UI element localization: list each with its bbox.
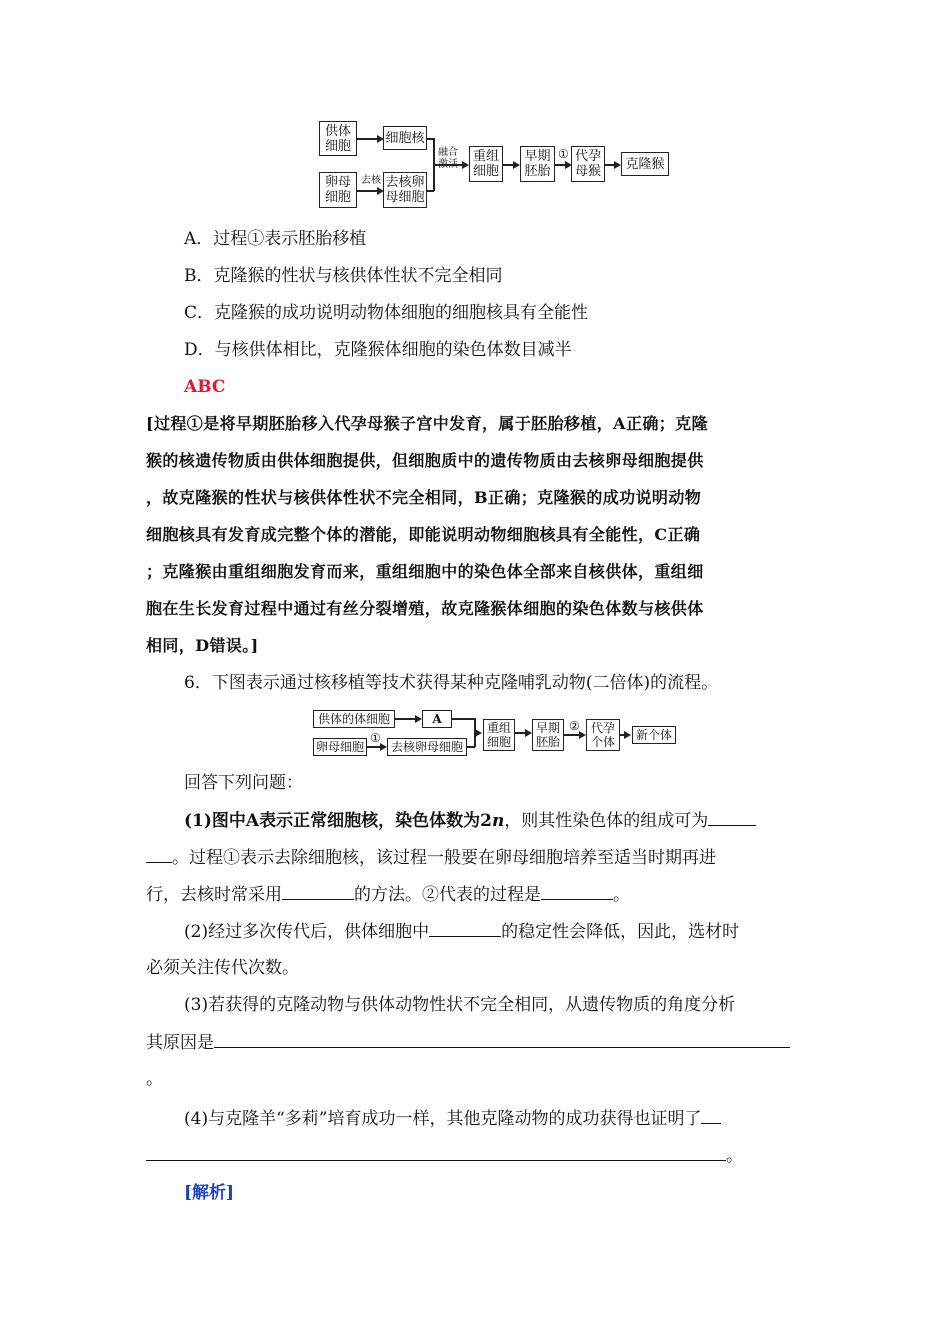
answer-blank[interactable] xyxy=(146,1144,726,1161)
answer-blank[interactable] xyxy=(282,883,354,900)
subquestion-3-line-2 xyxy=(146,1031,790,1054)
answer-blank[interactable] xyxy=(701,1107,721,1124)
box-surrogate-individual: 代孕 个体 xyxy=(586,719,620,751)
box-early-embryo: 早期 胚胎 xyxy=(532,719,564,751)
box-donor-somatic-cell: 供体的体细胞 xyxy=(313,710,395,728)
explanation-line: ；克隆猴由重组细胞发育而来，重组细胞中的染色体全部来自核供体，重组细 xyxy=(146,562,704,581)
arrow-head xyxy=(475,729,482,737)
subquestion-2-line-2: 必须关注传代次数。 xyxy=(146,958,299,978)
box-reconstructed-cell: 重组 细胞 xyxy=(483,719,515,751)
box-a: A xyxy=(422,710,452,728)
box-enucleated-oocyte: 去核卵母细胞 xyxy=(387,738,467,756)
option-c: C．克隆猴的成功说明动物体细胞的细胞核具有全能性 xyxy=(184,303,589,323)
q1-text: 行，去核时常采用 xyxy=(146,885,282,905)
subquestion-3-line-1: (3)若获得的克隆动物与供体动物性状不完全相同，从遗传物质的角度分析 xyxy=(184,995,736,1015)
subquestion-4-line-1 xyxy=(184,1107,721,1130)
option-a: A．过程①表示胚胎移植 xyxy=(184,229,367,249)
q2-text: (2)经过多次传代后，供体细胞中 xyxy=(184,922,430,942)
option-d: D．与核供体相比，克隆猴体细胞的染色体数目减半 xyxy=(184,340,572,360)
explanation-line: 胞在生长发育过程中通过有丝分裂增殖，故克隆猴体细胞的染色体数与核供体 xyxy=(146,599,704,618)
box-clone-monkey: 克隆猴 xyxy=(621,152,669,176)
box-surrogate-monkey: 代孕 母猴 xyxy=(571,146,605,182)
q2-text: 的稳定性会降低，因此，选材时 xyxy=(501,922,740,942)
explanation-line: ，故克隆猴的性状与核供体性状不完全相同，B正确；克隆猴的成功说明动物 xyxy=(146,488,702,507)
box-oocyte: 卵母 细胞 xyxy=(319,172,357,208)
arrow-head xyxy=(624,731,631,739)
subquestion-3-line-3: 。 xyxy=(146,1069,163,1089)
arrow-head xyxy=(513,161,520,169)
arrow-head xyxy=(525,729,532,737)
explanation-line: 猴的核遗传物质由供体细胞提供，但细胞质中的遗传物质由去核卵母细胞提供 xyxy=(146,451,704,470)
explanation-line: 细胞核具有发育成完整个体的潜能，即能说明动物细胞核具有全能性，C正确 xyxy=(146,525,701,544)
label-step-1: ① xyxy=(558,147,569,161)
arrow-line xyxy=(357,138,379,140)
question-6-stem: 6．下图表示通过核移植等技术获得某种克隆哺乳动物(二倍体)的流程。 xyxy=(184,673,719,693)
label-fuse-activate: 融合 xyxy=(438,147,458,158)
q1-text: 。 xyxy=(613,885,630,905)
q1-text: (1)图中A表示正常细胞核，染色体数为2 xyxy=(184,811,492,831)
subquestion-4-line-2 xyxy=(146,1144,743,1167)
arrow-line xyxy=(395,718,416,720)
subquestion-1-line-2 xyxy=(146,846,716,869)
subquestion-2-line-1 xyxy=(184,920,739,943)
box-oocyte: 卵母细胞 xyxy=(313,738,367,756)
answer-blank[interactable] xyxy=(214,1031,790,1048)
box-reconstructed-cell: 重组 细胞 xyxy=(469,146,503,182)
arrow-line xyxy=(434,164,463,166)
q3-text: 其原因是 xyxy=(146,1033,214,1053)
answer-blank[interactable] xyxy=(429,920,501,937)
q4-text: (4)与克隆羊“多莉”培育成功一样，其他克隆动物的成功获得也证明了 xyxy=(184,1109,702,1129)
box-new-individual: 新个体 xyxy=(632,726,676,744)
answer-blank[interactable] xyxy=(541,883,613,900)
answer-blank[interactable] xyxy=(146,846,172,863)
box-early-embryo: 早期 胚胎 xyxy=(520,146,555,182)
q1-text: 。过程①表示去除细胞核，该过程一般要在卵母细胞培养至适当时期再进 xyxy=(172,848,716,868)
q1-n: n xyxy=(491,811,505,831)
arrow-head xyxy=(579,731,586,739)
arrow-line xyxy=(367,746,381,748)
q1-text-b: ，则其性染色体的组成可为 xyxy=(504,811,709,831)
arrow-line xyxy=(564,734,580,736)
arrow-head xyxy=(462,161,469,169)
option-b: B．克隆猴的性状与核供体性状不完全相同 xyxy=(184,266,503,286)
q4-text: 。 xyxy=(726,1146,743,1166)
arrow-line xyxy=(357,190,379,192)
subquestion-1-line-3 xyxy=(146,883,630,906)
box-nucleus: 细胞核 xyxy=(383,126,427,150)
explanation-line: 相同，D错误。] xyxy=(146,636,259,655)
box-donor-cell: 供体 细胞 xyxy=(319,121,357,156)
arrow-line xyxy=(452,718,475,720)
answer-prompt: 回答下列问题： xyxy=(184,773,303,793)
answer-blank[interactable] xyxy=(708,809,756,826)
q1-text: 的方法。②代表的过程是 xyxy=(354,885,541,905)
explanation-line: [过程①是将早期胚胎移入代孕母猴子宫中发育，属于胚胎移植，A正确；克隆 xyxy=(146,414,708,433)
label-step-2: ② xyxy=(569,719,580,733)
arrow-head xyxy=(614,161,621,169)
box-enucleated-oocyte: 去核卵 母细胞 xyxy=(383,172,427,208)
arrow-head xyxy=(380,743,387,751)
analysis-heading: [解析] xyxy=(184,1183,235,1203)
arrow-head xyxy=(415,715,422,723)
label-enucleate: 去核 xyxy=(361,175,381,186)
subquestion-1-line-1 xyxy=(184,809,756,832)
label-step-1: ① xyxy=(370,731,381,745)
answer: ABC xyxy=(184,377,226,397)
